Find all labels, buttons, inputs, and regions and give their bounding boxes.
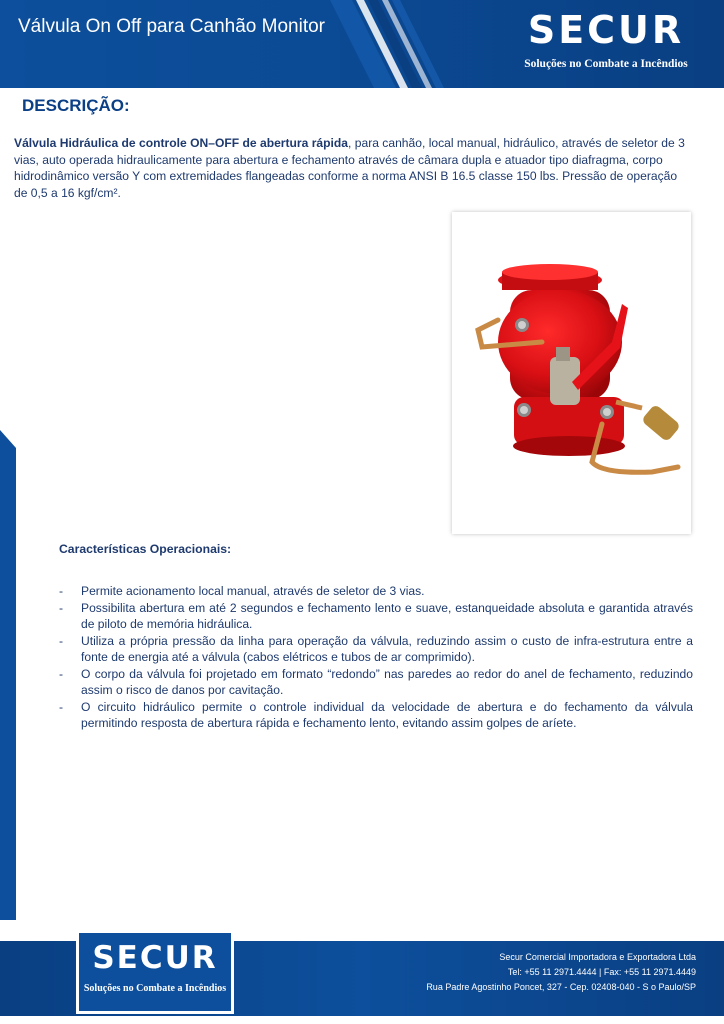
footer-contact [426,950,696,995]
brand-logo [506,10,706,70]
description-paragraph [14,135,692,201]
description-body: , para canhão, local manual, hidráulico, através de seletor de 3 vias, auto operada hidraulicamente para abertura e fechamento através de câmara dupla e atuador tipo diafragma, corpo hidrodinâmico versão Y com extremidades flangeadas conforme a norma ANSI B 16.5 classe 150 lbs. Pressão de operação de 0,5 a 16 kgf/cm². [14,136,685,200]
footer-logo-tagline: Soluções no Combate a Incêndios [83,983,227,994]
page-header [0,0,724,88]
address: Rua Padre Agostinho Poncet, 327 - Cep. 02408-040 - S o Paulo/SP [426,982,696,992]
list-dash: - [59,600,64,615]
list-item: - Permite acionamento local manual, através de seletor de 3 vias. [59,584,425,598]
footer-logo-wordmark: SECUR [92,940,218,976]
list-item: - O circuito hidráulico permite o controle individual da velocidade de abertura e do fechamento da válvula permitindo resposta de abertura rápida e fechamento lento, evitando assim golpes de aríete. [59,699,693,730]
list-dash: - [59,666,64,681]
left-accent-bar [0,430,20,920]
valve-illustration [452,212,691,534]
logo-tagline: Soluções no Combate a Incêndios [524,58,688,70]
footer-logo [76,930,234,1014]
list-dash: - [59,699,64,714]
operational-list [59,583,693,732]
page-title: Válvula On Off para Canhão Monitor [18,16,325,37]
description-heading: DESCRIÇÃO: [22,96,130,115]
list-dash: - [59,584,64,598]
list-item: - O corpo da válvula foi projetado em formato “redondo” nas paredes ao redor do anel de fechamento, reduzindo assim o risco de danos por cavitação. [59,666,693,697]
phone-numbers: Tel: +55 11 2971.4444 | Fax: +55 11 2971.4449 [507,967,696,977]
description-lead: Válvula Hidráulica de controle ON–OFF de abertura rápida [14,136,349,150]
list-item: - Possibilita abertura em até 2 segundos e fechamento lento e suave, estanqueidade absoluta e garantida através de piloto de memória hidráulica. [59,600,693,631]
logo-wordmark: SECUR [527,8,685,52]
list-dash: - [59,633,64,648]
company-name: Secur Comercial Importadora e Exportadora Ltda [499,952,696,962]
list-item: - Utiliza a própria pressão da linha para operação da válvula, reduzindo assim o custo de infra-estrutura entre a fonte de energia até a válvula (cabos elétricos e tubos de ar comprimido). [59,633,693,664]
operational-heading: Características Operacionais: [59,542,232,556]
valve-photo [452,212,691,534]
